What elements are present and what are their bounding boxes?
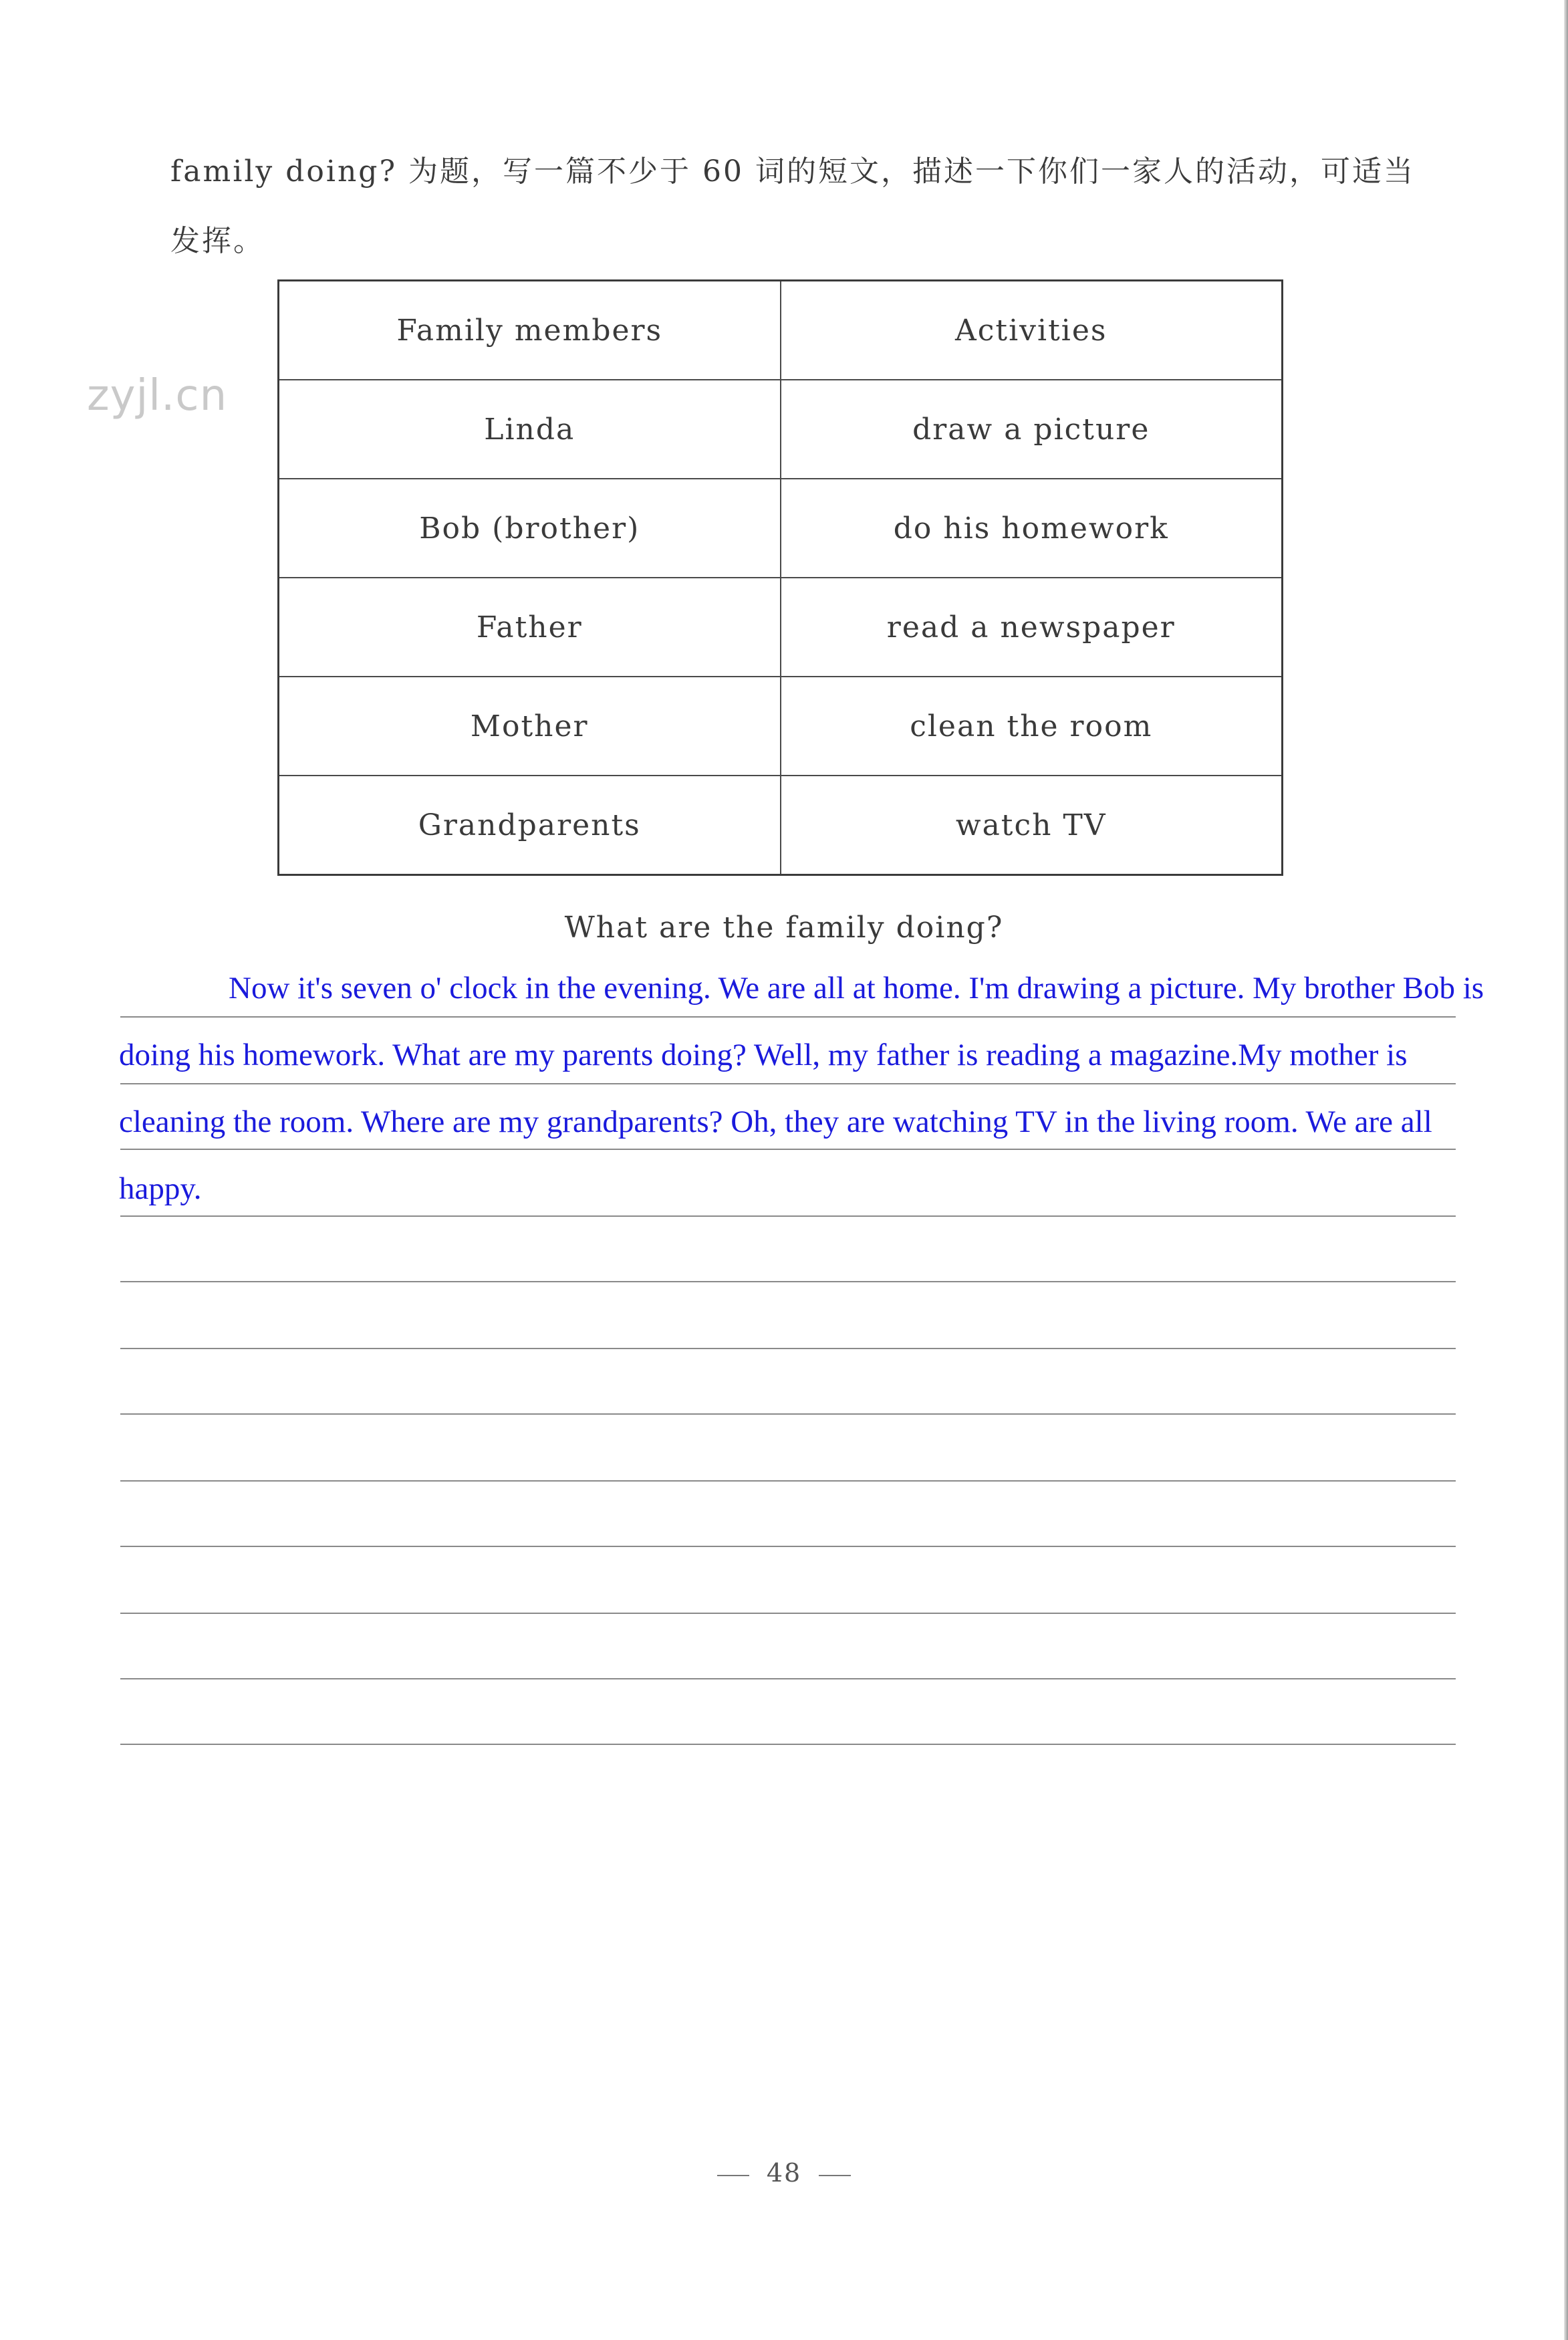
writing-line: [120, 1613, 1456, 1614]
page-edge-shadow: [1564, 0, 1568, 2340]
table-row: [279, 380, 1283, 479]
writing-line: [120, 1678, 1456, 1679]
writing-line: [120, 1744, 1456, 1745]
table-cell-member: Bob (brother): [279, 479, 781, 578]
header-family-members: Family members: [279, 281, 781, 380]
table-cell-member: Mother: [279, 677, 781, 776]
table-cell-member: Linda: [279, 380, 781, 479]
writing-line: [120, 1413, 1456, 1415]
prompt-line-2: 发挥。: [170, 224, 265, 258]
writing-line: [120, 1281, 1456, 1282]
essay-title: What are the family doing?: [564, 911, 1004, 945]
table-row: [279, 776, 1283, 875]
table-cell-member: Father: [279, 578, 781, 677]
table-cell-activity: draw a picture: [781, 380, 1283, 479]
footer-dash-right: [819, 2175, 851, 2176]
table-cell-activity: watch TV: [781, 776, 1283, 875]
table-cell-member: Grandparents: [279, 776, 781, 875]
table-cell-activity: do his homework: [781, 479, 1283, 578]
family-activities-table: [277, 279, 1283, 876]
writing-line: [120, 1546, 1456, 1547]
writing-line: [120, 1480, 1456, 1482]
table-row: [279, 578, 1283, 677]
prompt-text: [170, 137, 1480, 276]
header-activities: Activities: [781, 281, 1283, 380]
handwritten-answer: Now it's seven o' clock in the evening. We are all at home. I'm drawing a picture. My brother Bob is doing his homework. What are my parents doing? Well, my father is reading a magazine.My mother is cleaning the room. Where are my grandparents? Oh, they are watching TV in the living room. We are all happy.: [119, 971, 1484, 1206]
table-row: [279, 479, 1283, 578]
table-cell-activity: clean the room: [781, 677, 1283, 776]
table-header-row: [279, 281, 1283, 380]
footer-dash-left: [717, 2175, 749, 2176]
table-cell-activity: read a newspaper: [781, 578, 1283, 677]
table-row: [279, 677, 1283, 776]
prompt-line-1: family doing? 为题，写一篇不少于 60 词的短文，描述一下你们一家人的活动，可适当: [170, 154, 1415, 189]
page-footer: [0, 2158, 1568, 2188]
watermark: zyjl.cn: [87, 371, 228, 421]
writing-line: [120, 1348, 1456, 1349]
page-number: 48: [766, 2158, 802, 2188]
